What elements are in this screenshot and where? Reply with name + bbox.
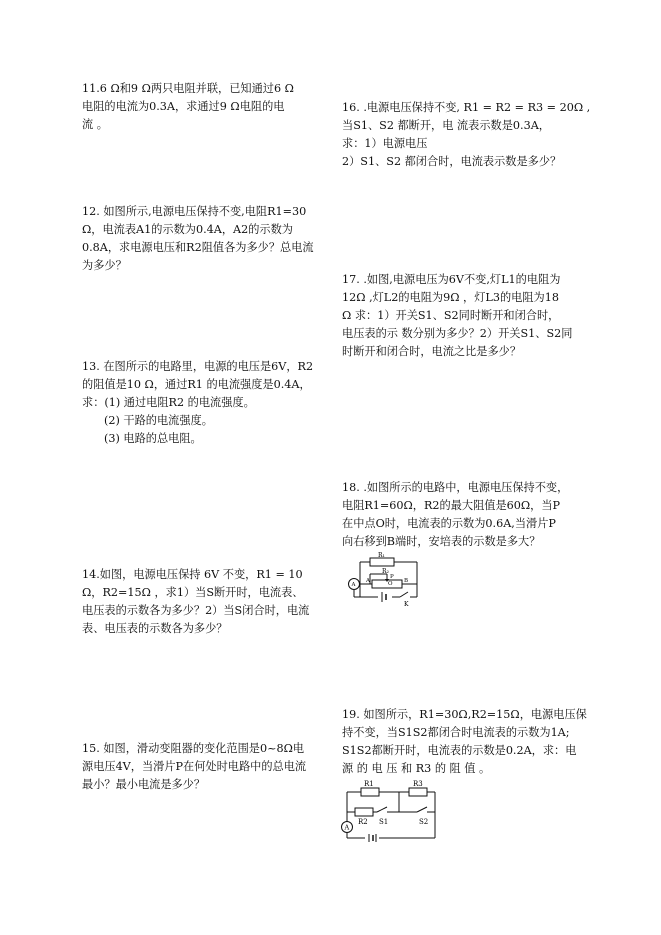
circuit-diagram-18 (342, 552, 434, 610)
label-r1: R1 (364, 780, 374, 788)
label-k: K (404, 601, 409, 608)
label-s1: S1 (379, 818, 389, 826)
label-s2: S2 (419, 818, 429, 826)
question-line: 源 的 电 压 和 R3 的 阻 值 。 (342, 762, 491, 775)
question-line: 0.8A，求电源电压和R2阻值各为多少？总电流 (82, 241, 314, 254)
question-line: 流 。 (82, 118, 108, 131)
question-19 (342, 706, 587, 778)
question-16 (342, 99, 591, 171)
question-line: 最小？最小电流是多少？ (82, 778, 206, 791)
question-line: (3) 电路的总电阻。 (104, 432, 202, 445)
question-line: 19. 如图所示，R1=30Ω,R2=15Ω，电源电压保 (342, 708, 587, 721)
question-line: Ω，R2=15Ω ，求1）当S断开时，电流表、 (82, 586, 304, 599)
question-line: 的阻值是10 Ω，通过R1 的电流强度是0.4A， (82, 378, 311, 391)
label-b: B (404, 578, 409, 584)
question-14 (82, 566, 322, 638)
question-line: 持不变，当S1S2都闭合时电流表的示数为1A; (342, 726, 570, 739)
question-line: 电压表的示 数分别为多少？2）开关S1、S2同 (342, 327, 573, 340)
question-line: 11.6 Ω和9 Ω两只电阻并联，已知通过6 Ω (82, 82, 294, 95)
question-line: 14.如图，电源电压保持 6V 不变，R1 = 10 (82, 568, 303, 581)
question-line: 18. .如图所示的电路中，电源电压保持不变， (342, 481, 569, 494)
ammeter-label: A (351, 582, 356, 588)
question-line: 在中点O时，电流表的示数为0.6A,当滑片P (342, 517, 556, 530)
question-line: 13. 在图所示的电路里，电源的电压是6V，R2 (82, 360, 314, 373)
label-r2: R₂ (382, 568, 389, 575)
question-15 (82, 740, 322, 794)
question-18 (342, 479, 587, 551)
question-line: Ω 求：1）开关S1、S2同时断开和闭合时， (342, 309, 560, 322)
question-11 (82, 80, 322, 134)
label-a: A (366, 578, 370, 584)
question-line: 电压表的示数各为多少？2）当S闭合时，电流 (82, 604, 310, 617)
question-line: 17. .如图,电源电压为6V不变,灯L1的电阻为 (342, 273, 561, 286)
ammeter-label: A (344, 823, 350, 832)
label-o: O (388, 581, 393, 587)
question-line: 为多少？ (82, 259, 127, 272)
question-line: 求：(1) 通过电阻R2 的电流强度。 (82, 396, 255, 409)
question-line: 电阻R1=60Ω，R2的最大阻值是60Ω，当P (342, 499, 561, 512)
question-line: 表、电压表的示数各为多少？ (82, 622, 228, 635)
question-line: 15. 如图，滑动变阻器的变化范围是0~8Ω电 (82, 742, 305, 755)
question-line: 源电压4V，当滑片P在何处时电路中的总电流 (82, 760, 307, 773)
question-line: 当S1、S2 都断开，电 流表示数是0.3A， (342, 119, 550, 132)
question-line: Ω，电流表A1的示数为0.4A，A2的示数为 (82, 223, 293, 236)
question-line: (2) 干路的电流强度。 (104, 414, 213, 427)
question-line: 16. .电源电压保持不变, R1 = R2 = R3 = 20Ω , (342, 101, 591, 114)
question-13 (82, 358, 322, 448)
question-line: 向右移到B端时，安培表的示数是多大？ (342, 535, 541, 548)
question-line: 电阻的电流为0.3A，求通过9 Ω电阻的电 (82, 100, 285, 113)
question-line: 12Ω ,灯L2的电阻为9Ω ，灯L3的电阻为18 (342, 291, 559, 304)
question-line: S1S2都断开时，电流表的示数是0.2A，求：电 (342, 744, 577, 757)
label-r1: R₁ (378, 552, 385, 559)
label-r3: R3 (413, 780, 423, 788)
question-line: 求：1）电源电压 (342, 137, 428, 150)
label-p: P (390, 574, 394, 580)
question-line: 2）S1、S2 都闭合时，电流表示数是多少？ (342, 155, 562, 168)
label-r2: R2 (358, 818, 368, 826)
question-line: 12. 如图所示,电源电压保持不变,电阻R1=30 (82, 205, 307, 218)
question-17 (342, 271, 587, 361)
question-12 (82, 203, 322, 275)
circuit-diagram-19 (335, 780, 457, 848)
question-line: 时断开和闭合时，电流之比是多少？ (342, 345, 522, 358)
